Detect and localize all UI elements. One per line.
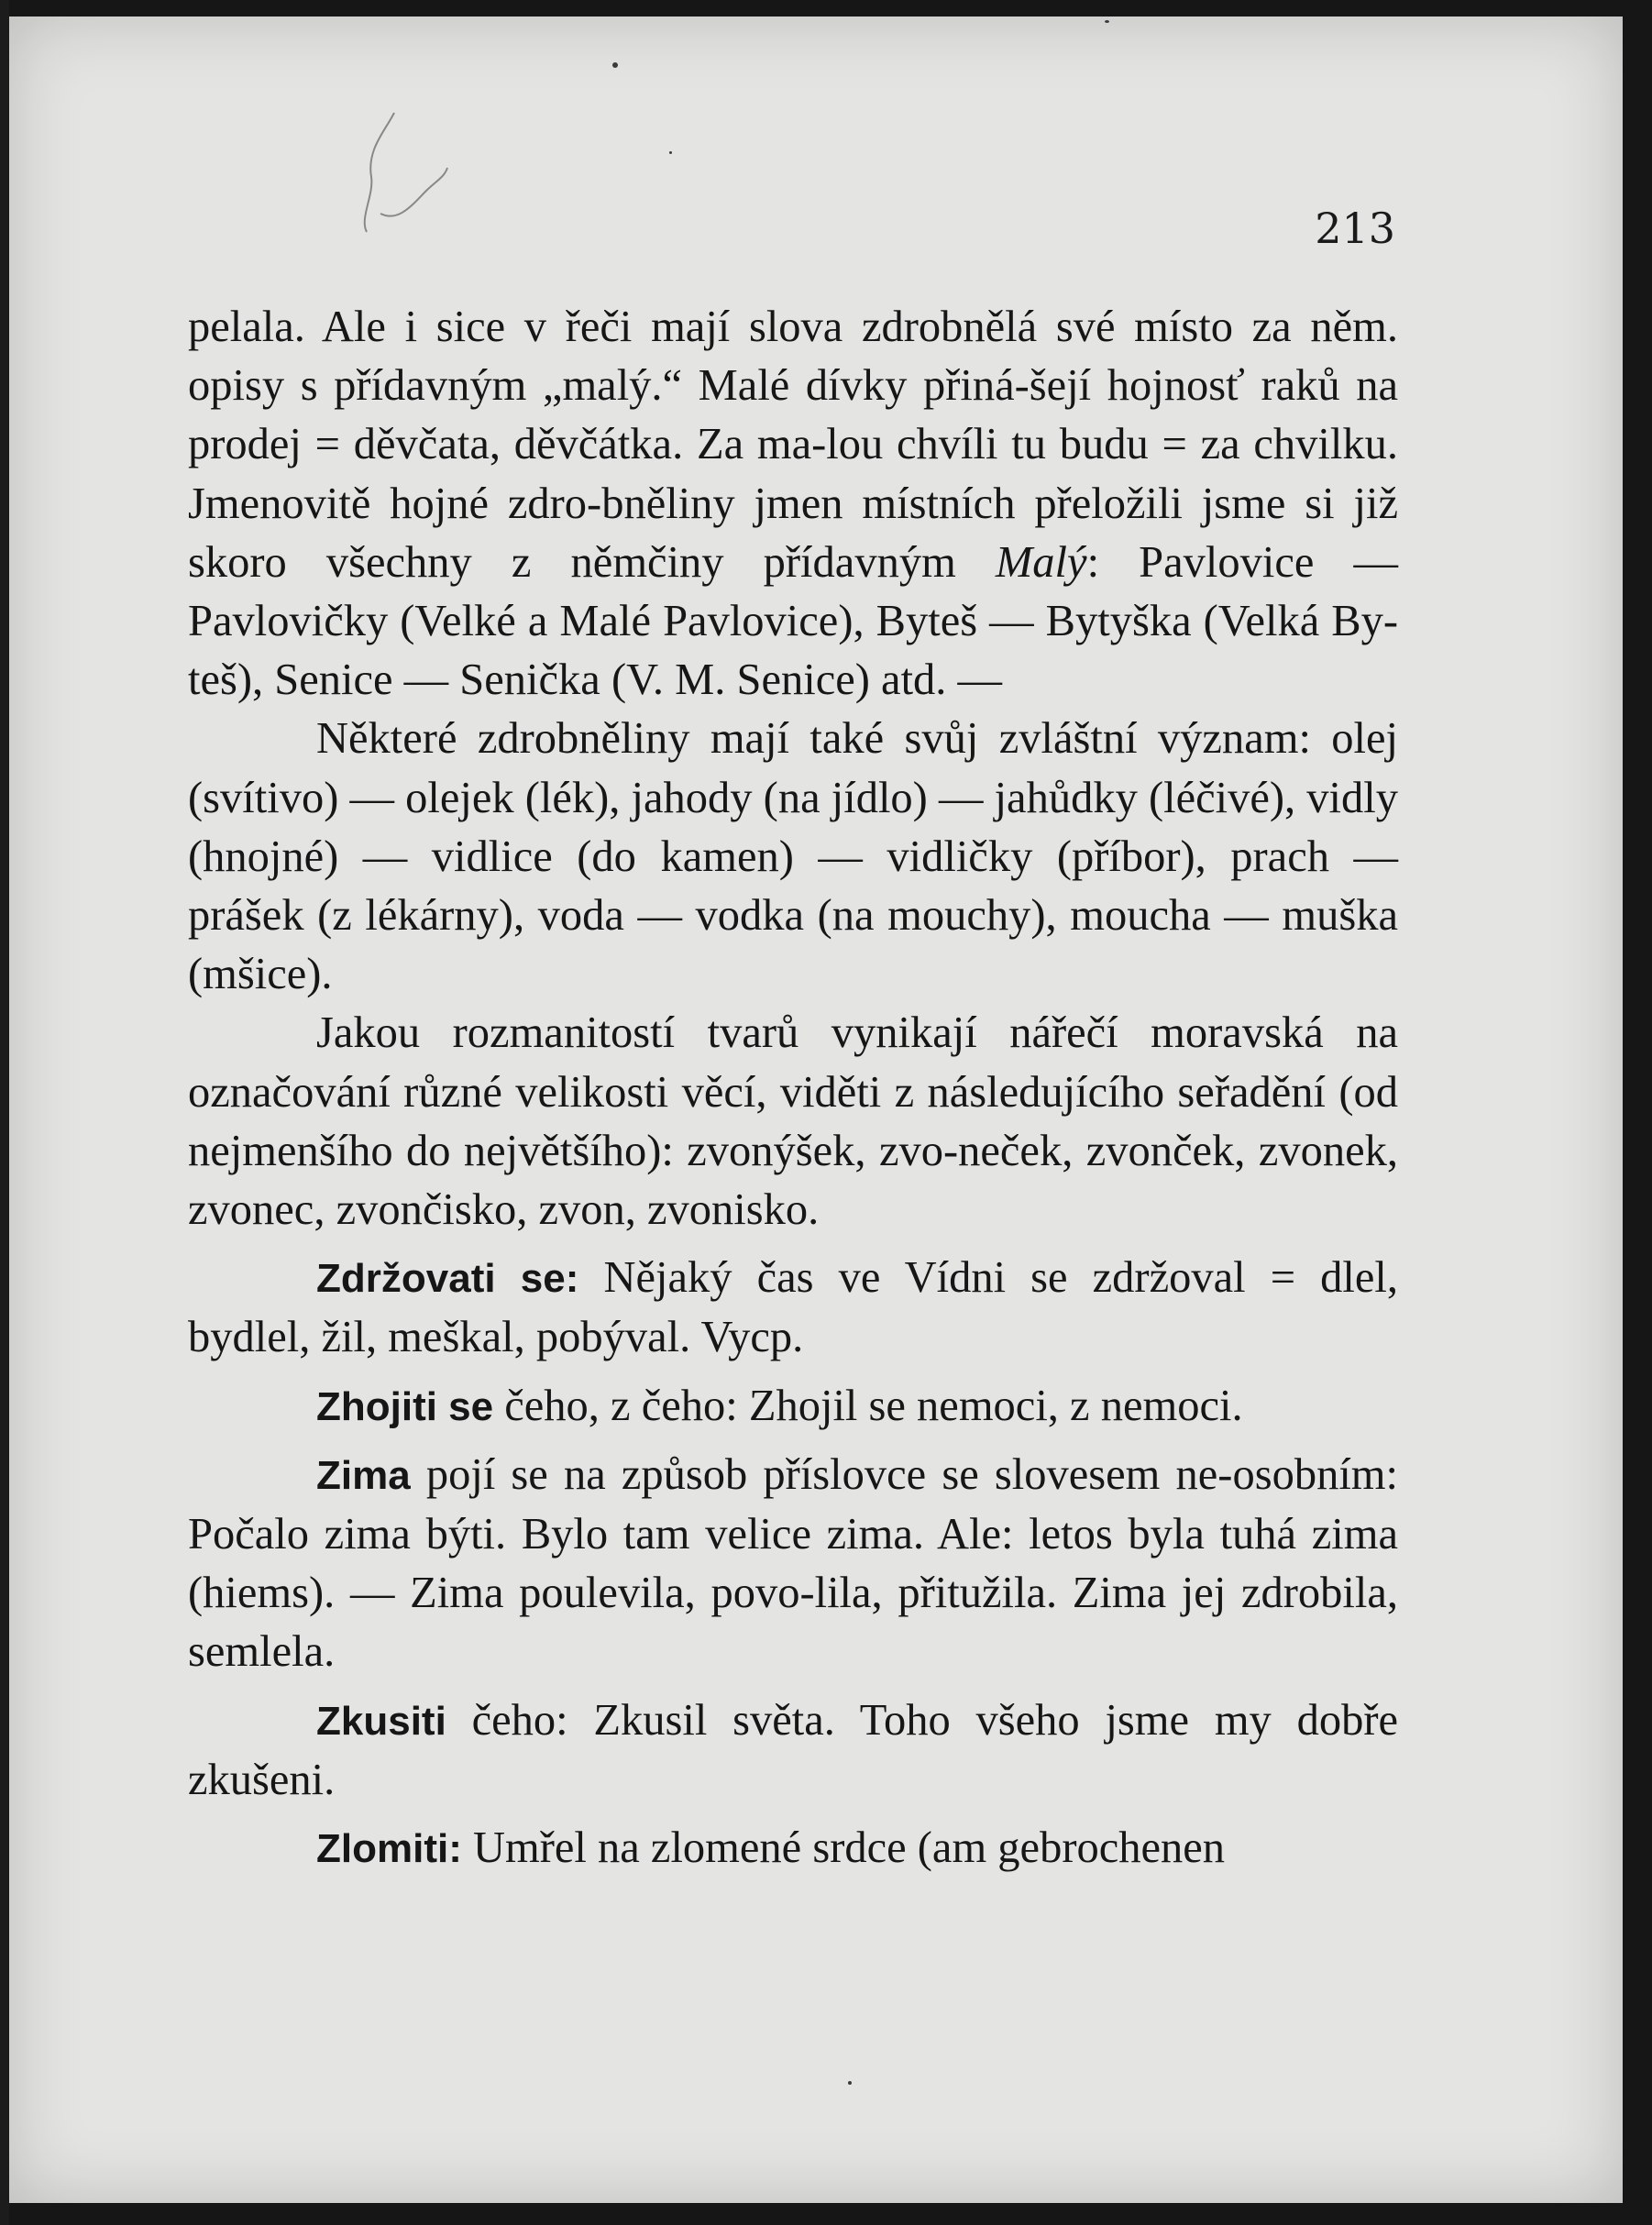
text-run: pojí se na způsob příslovce se slovesem ne-osobním: Počalo zima býti. Bylo tam velice zima. Ale: letos byla tuhá zima (hiems). — Zima poulevila, povo-lila, přitužila. Zima jej zdrobila, semlela. — [188, 1449, 1398, 1677]
body-text — [188, 298, 1398, 1878]
text-run: pelala. Ale i sice v řeči mají slova zdrobnělá své místo za něm. opisy s přídavným „malý.“ Malé dívky přiná-šejí hojnosť raků na prodej = děvčata, děvčátka. Za ma-lou chvíli tu budu = za chvilku. Jmenovitě hojné zdro-bněliny jmen místních přeložili jsme si již skoro všechny z němčiny přídavným — [188, 303, 1398, 587]
italic-word: Malý — [995, 537, 1087, 587]
headword: Zima — [316, 1452, 411, 1498]
text-run: Nějaký čas ve Vídni se zdržoval = dlel, bydlel, žil, meškal, pobýval. Vycp. — [188, 1253, 1398, 1362]
text-run: Některé zdrobněliny mají také svůj zvláštní význam: olej (svítivo) — olejek (lék), jahody (na jídlo) — jahůdky (léčivé), vidly (hnojné) — vidlice (do kamen) — vidličky (příbor), prach — prášek (z lékárny), voda — vodka (na mouchy), moucha — muška (mšice). — [188, 714, 1398, 999]
text-run: čeho: Zkusil světa. Toho všeho jsme my dobře zkušeni. — [188, 1695, 1398, 1804]
text-run: : Pavlovice — Pavlovičky (Velké a Malé Pavlovice), Byteš — Bytyška (Velká By-teš), Senice — Senička (V. M. Senice) atd. — — [188, 537, 1399, 705]
paragraph — [188, 1004, 1398, 1239]
paragraph — [188, 298, 1398, 710]
dictionary-entry — [188, 1249, 1398, 1367]
headword: Zlomiti: — [316, 1826, 462, 1872]
headword: Zhojiti se — [316, 1383, 494, 1429]
binding-edge — [0, 0, 9, 2225]
paper-speck — [612, 62, 618, 68]
dictionary-entry — [188, 1446, 1398, 1682]
page-number: 213 — [1315, 204, 1395, 253]
text-run: Jakou rozmanitostí tvarů vynikají nářečí moravská na označování různé velikosti věcí, viděti z následujícího seřadění (od nejmenšího do největšího): zvonýšek, zvo-neček, zvonček, zvonek, zvonec, zvončisko, zvon, zvonisko. — [188, 1008, 1398, 1235]
dictionary-entry — [188, 1377, 1398, 1437]
headword: Zdržovati se: — [316, 1256, 579, 1302]
paper-speck — [669, 151, 672, 154]
paper-speck — [848, 2081, 852, 2085]
dictionary-entry — [188, 1691, 1398, 1810]
text-run: Umřel na zlomené srdce (am gebrochenen — [461, 1823, 1226, 1873]
pencil-mark — [348, 104, 449, 241]
dictionary-entry — [188, 1819, 1398, 1878]
paper-speck — [1105, 20, 1109, 23]
paragraph — [188, 710, 1398, 1004]
headword: Zkusiti — [316, 1698, 446, 1744]
text-run: čeho, z čeho: Zhojil se nemoci, z nemoci. — [493, 1381, 1243, 1430]
